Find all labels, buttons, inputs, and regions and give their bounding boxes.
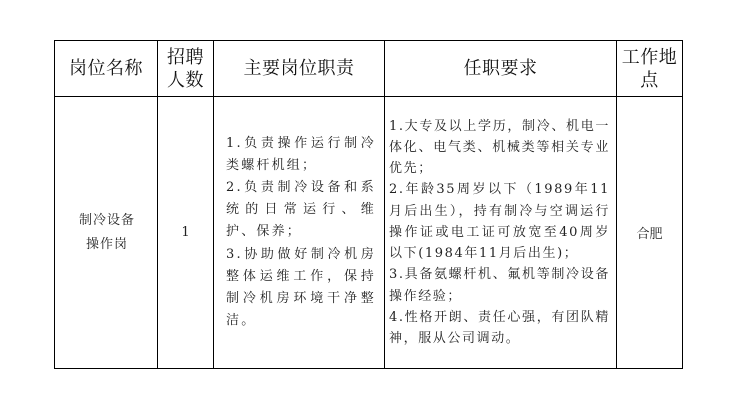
requirement-item: 3.具备氨螺杆机、氟机等制冷设备操作经验； [389,267,610,304]
recruit-count-cell: 1 [158,97,214,369]
header-main-duties: 主要岗位职责 [214,41,385,97]
duty-item: 1.负责操作运行制冷类螺杆机组； [226,135,376,173]
duty-item: 3.协助做好制冷机房整体运维工作，保持制冷机房环境干净整洁。 [226,246,376,329]
header-work-location: 工作地点 [617,41,683,97]
requirement-item: 2.年龄35周岁以下（1989年11月后出生），持有制冷与空调运行操作证或电工证可放宽至40周岁以下(1984年11月后出生)； [389,182,610,262]
requirement-item: 1.大专及以上学历，制冷、机电一体化、电气类、机械类等相关专业优先； [389,118,610,177]
header-requirements: 任职要求 [385,41,617,97]
duty-item: 2.负责制冷设备和系统的日常运行、维护、保养； [226,179,376,240]
header-position-name: 岗位名称 [55,41,158,97]
requirements-cell [385,97,617,369]
requirement-item: 4.性格开朗、责任心强，有团队精神，服从公司调动。 [389,309,610,346]
header-recruit-count: 招聘人数 [158,41,214,97]
table-row [55,97,683,369]
duties-cell [214,97,385,369]
job-posting-table [54,40,683,369]
header-row [55,41,683,97]
work-location-cell: 合肥 [617,97,683,369]
position-name-cell: 制冷设备操作岗 [55,97,158,369]
